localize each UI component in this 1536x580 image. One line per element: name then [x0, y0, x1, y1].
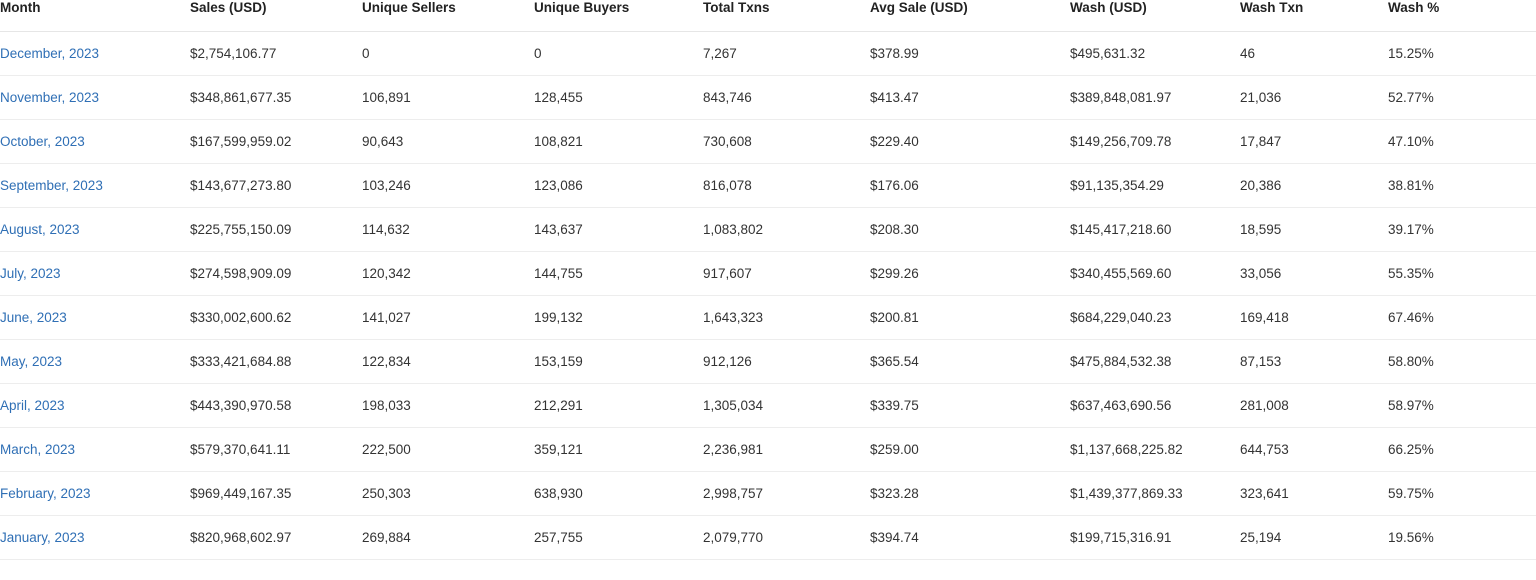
cell-total-txns: 1,083,802 [703, 208, 870, 252]
cell-sales: $443,390,970.58 [190, 384, 362, 428]
cell-sales: $330,002,600.62 [190, 296, 362, 340]
cell-total-txns: 912,126 [703, 340, 870, 384]
month-link[interactable]: February, 2023 [0, 486, 91, 501]
cell-wash-txn: 21,036 [1240, 76, 1388, 120]
cell-wash-pct: 59.75% [1388, 472, 1536, 516]
table-row [0, 252, 1536, 296]
cell-unique-sellers: 269,884 [362, 516, 534, 560]
column-header-sales-usd[interactable]: Sales (USD) [190, 0, 362, 32]
cell-unique-sellers: 103,246 [362, 164, 534, 208]
table-row [0, 516, 1536, 560]
cell-month [0, 384, 190, 428]
cell-avg-sale: $394.74 [870, 516, 1070, 560]
cell-wash-txn: 644,753 [1240, 428, 1388, 472]
cell-unique-buyers: 123,086 [534, 164, 703, 208]
cell-month [0, 428, 190, 472]
month-link[interactable]: August, 2023 [0, 222, 80, 237]
cell-total-txns: 2,998,757 [703, 472, 870, 516]
table-header [0, 0, 1536, 32]
cell-unique-buyers: 0 [534, 32, 703, 76]
month-link[interactable]: December, 2023 [0, 46, 100, 61]
month-link[interactable]: June, 2023 [0, 310, 67, 325]
cell-wash-usd: $389,848,081.97 [1070, 76, 1240, 120]
cell-wash-usd: $340,455,569.60 [1070, 252, 1240, 296]
cell-unique-buyers: 212,291 [534, 384, 703, 428]
cell-wash-txn: 17,847 [1240, 120, 1388, 164]
cell-sales: $820,968,602.97 [190, 516, 362, 560]
cell-wash-usd: $91,135,354.29 [1070, 164, 1240, 208]
cell-unique-sellers: 106,891 [362, 76, 534, 120]
cell-total-txns: 816,078 [703, 164, 870, 208]
table-row [0, 296, 1536, 340]
cell-wash-usd: $684,229,040.23 [1070, 296, 1240, 340]
column-header-wash-txn[interactable]: Wash Txn [1240, 0, 1388, 32]
cell-wash-usd: $145,417,218.60 [1070, 208, 1240, 252]
cell-wash-usd: $1,439,377,869.33 [1070, 472, 1240, 516]
cell-wash-pct: 58.80% [1388, 340, 1536, 384]
cell-wash-pct: 66.25% [1388, 428, 1536, 472]
cell-unique-sellers: 114,632 [362, 208, 534, 252]
cell-wash-pct: 39.17% [1388, 208, 1536, 252]
cell-avg-sale: $229.40 [870, 120, 1070, 164]
cell-month [0, 76, 190, 120]
column-header-avg-sale-usd[interactable]: Avg Sale (USD) [870, 0, 1070, 32]
cell-unique-buyers: 128,455 [534, 76, 703, 120]
month-link[interactable]: March, 2023 [0, 442, 76, 457]
cell-month [0, 296, 190, 340]
month-link[interactable]: January, 2023 [0, 530, 85, 545]
cell-sales: $348,861,677.35 [190, 76, 362, 120]
month-link[interactable]: July, 2023 [0, 266, 61, 281]
cell-sales: $333,421,684.88 [190, 340, 362, 384]
cell-avg-sale: $365.54 [870, 340, 1070, 384]
table-header-row [0, 0, 1536, 32]
cell-avg-sale: $413.47 [870, 76, 1070, 120]
month-link[interactable]: April, 2023 [0, 398, 65, 413]
cell-wash-pct: 52.77% [1388, 76, 1536, 120]
cell-total-txns: 1,643,323 [703, 296, 870, 340]
cell-unique-sellers: 250,303 [362, 472, 534, 516]
cell-wash-usd: $1,137,668,225.82 [1070, 428, 1240, 472]
table-row [0, 120, 1536, 164]
cell-total-txns: 730,608 [703, 120, 870, 164]
table-body [0, 32, 1536, 560]
cell-total-txns: 2,236,981 [703, 428, 870, 472]
column-header-wash-pct[interactable]: Wash % [1388, 0, 1536, 32]
table-row [0, 340, 1536, 384]
cell-total-txns: 7,267 [703, 32, 870, 76]
cell-wash-pct: 38.81% [1388, 164, 1536, 208]
table-row [0, 428, 1536, 472]
cell-unique-sellers: 122,834 [362, 340, 534, 384]
cell-wash-pct: 67.46% [1388, 296, 1536, 340]
cell-wash-usd: $495,631.32 [1070, 32, 1240, 76]
cell-wash-txn: 18,595 [1240, 208, 1388, 252]
cell-month [0, 164, 190, 208]
cell-wash-usd: $199,715,316.91 [1070, 516, 1240, 560]
cell-unique-sellers: 222,500 [362, 428, 534, 472]
cell-sales: $274,598,909.09 [190, 252, 362, 296]
cell-wash-usd: $637,463,690.56 [1070, 384, 1240, 428]
column-header-unique-buyers[interactable]: Unique Buyers [534, 0, 703, 32]
cell-unique-buyers: 108,821 [534, 120, 703, 164]
cell-unique-buyers: 359,121 [534, 428, 703, 472]
cell-unique-buyers: 143,637 [534, 208, 703, 252]
cell-total-txns: 2,079,770 [703, 516, 870, 560]
cell-wash-txn: 33,056 [1240, 252, 1388, 296]
cell-wash-txn: 20,386 [1240, 164, 1388, 208]
cell-month [0, 120, 190, 164]
cell-total-txns: 917,607 [703, 252, 870, 296]
cell-sales: $225,755,150.09 [190, 208, 362, 252]
column-header-month[interactable]: Month [0, 0, 190, 32]
table-row [0, 32, 1536, 76]
cell-avg-sale: $259.00 [870, 428, 1070, 472]
month-link[interactable]: November, 2023 [0, 90, 100, 105]
cell-unique-buyers: 257,755 [534, 516, 703, 560]
cell-wash-usd: $149,256,709.78 [1070, 120, 1240, 164]
table-row [0, 208, 1536, 252]
cell-avg-sale: $200.81 [870, 296, 1070, 340]
cell-wash-pct: 58.97% [1388, 384, 1536, 428]
cell-wash-txn: 46 [1240, 32, 1388, 76]
table-row [0, 76, 1536, 120]
cell-total-txns: 1,305,034 [703, 384, 870, 428]
cell-month [0, 208, 190, 252]
cell-wash-pct: 15.25% [1388, 32, 1536, 76]
cell-unique-buyers: 199,132 [534, 296, 703, 340]
column-header-wash-usd[interactable]: Wash (USD) [1070, 0, 1240, 32]
cell-wash-pct: 47.10% [1388, 120, 1536, 164]
cell-unique-sellers: 141,027 [362, 296, 534, 340]
cell-wash-txn: 169,418 [1240, 296, 1388, 340]
cell-wash-pct: 19.56% [1388, 516, 1536, 560]
cell-month [0, 516, 190, 560]
cell-month [0, 472, 190, 516]
cell-unique-buyers: 153,159 [534, 340, 703, 384]
cell-sales: $167,599,959.02 [190, 120, 362, 164]
cell-avg-sale: $378.99 [870, 32, 1070, 76]
cell-month [0, 32, 190, 76]
cell-wash-txn: 87,153 [1240, 340, 1388, 384]
cell-total-txns: 843,746 [703, 76, 870, 120]
cell-month [0, 340, 190, 384]
cell-unique-buyers: 638,930 [534, 472, 703, 516]
cell-wash-txn: 323,641 [1240, 472, 1388, 516]
cell-sales: $143,677,273.80 [190, 164, 362, 208]
cell-wash-pct: 55.35% [1388, 252, 1536, 296]
cell-month [0, 252, 190, 296]
column-header-unique-sellers[interactable]: Unique Sellers [362, 0, 534, 32]
month-link[interactable]: September, 2023 [0, 178, 103, 193]
cell-unique-sellers: 120,342 [362, 252, 534, 296]
cell-wash-txn: 281,008 [1240, 384, 1388, 428]
cell-avg-sale: $323.28 [870, 472, 1070, 516]
column-header-total-txns[interactable]: Total Txns [703, 0, 870, 32]
month-link[interactable]: May, 2023 [0, 354, 63, 369]
cell-sales: $579,370,641.11 [190, 428, 362, 472]
cell-sales: $969,449,167.35 [190, 472, 362, 516]
cell-unique-sellers: 90,643 [362, 120, 534, 164]
cell-sales: $2,754,106.77 [190, 32, 362, 76]
cell-avg-sale: $176.06 [870, 164, 1070, 208]
cell-wash-txn: 25,194 [1240, 516, 1388, 560]
table-row [0, 164, 1536, 208]
cell-wash-usd: $475,884,532.38 [1070, 340, 1240, 384]
cell-avg-sale: $299.26 [870, 252, 1070, 296]
cell-avg-sale: $339.75 [870, 384, 1070, 428]
cell-unique-sellers: 198,033 [362, 384, 534, 428]
cell-unique-buyers: 144,755 [534, 252, 703, 296]
cell-avg-sale: $208.30 [870, 208, 1070, 252]
table-row [0, 472, 1536, 516]
table-row [0, 384, 1536, 428]
month-link[interactable]: October, 2023 [0, 134, 85, 149]
cell-unique-sellers: 0 [362, 32, 534, 76]
